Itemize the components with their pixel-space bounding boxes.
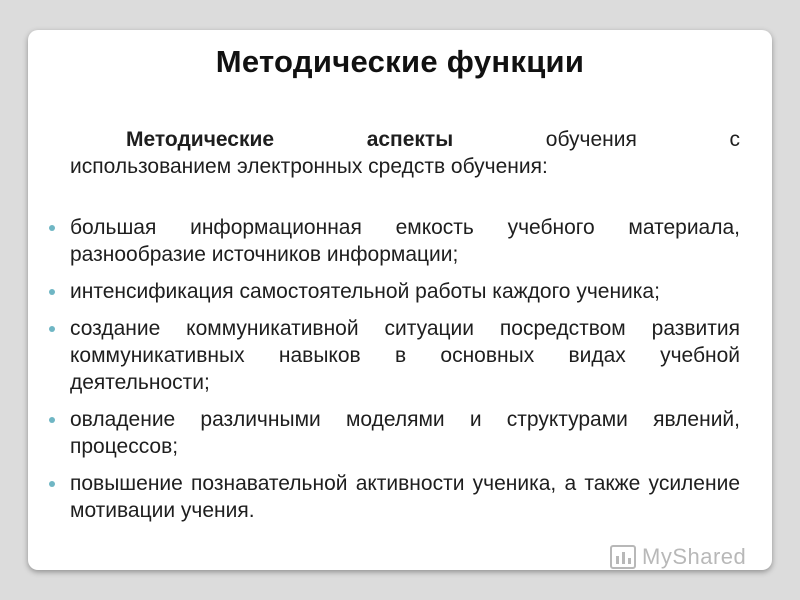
list-item: создание коммуникативной ситуации посредством развития коммуникативных навыков в основных видах учебной деятельности; — [70, 317, 740, 394]
list-item: повышение познавательной активности ученика, а также усиление мотивации учения. — [70, 472, 740, 522]
intro-line-2: использованием электронных средств обучения: — [70, 155, 548, 178]
bar-chart-icon — [610, 545, 636, 569]
intro-paragraph — [70, 126, 740, 180]
bullet-list — [70, 214, 740, 534]
list-item: интенсификация самостоятельной работы каждого ученика; — [70, 278, 740, 305]
watermark-text: MyShared — [642, 544, 747, 569]
intro-word-4: с — [729, 128, 740, 151]
intro-word-3: обучения — [545, 128, 637, 151]
slide-title: Методические функции — [215, 44, 585, 79]
watermark — [610, 540, 746, 570]
intro-bold-word-1: Методические — [126, 128, 275, 151]
intro-line-1 — [70, 126, 740, 153]
list-item: большая информационная емкость учебного материала, разнообразие источников информации; — [70, 216, 740, 266]
intro-bold-word-2: аспекты — [366, 128, 454, 151]
slide — [28, 30, 772, 570]
list-item: овладение различными моделями и структурами явлений, процессов; — [70, 408, 740, 458]
